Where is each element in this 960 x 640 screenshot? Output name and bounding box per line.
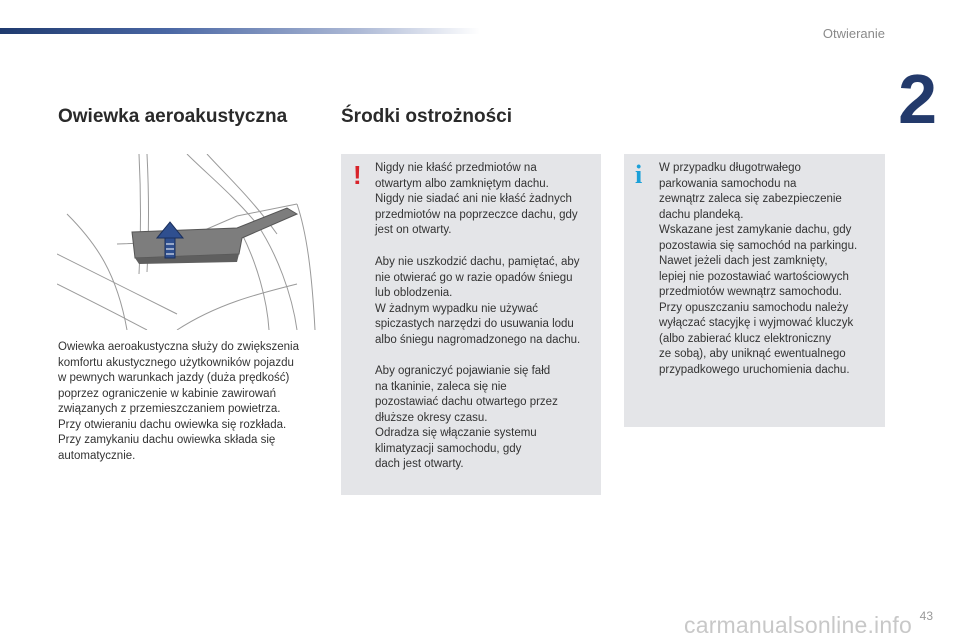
header-gradient-bar	[0, 28, 480, 34]
chapter-number: 2	[898, 60, 937, 138]
text-line: Nawet jeżeli dach jest zamknięty,	[659, 255, 828, 267]
page-number: 43	[919, 609, 933, 623]
warning-paragraph-3	[375, 364, 597, 473]
info-icon: i	[635, 160, 643, 189]
text-line: automatycznie.	[58, 449, 136, 462]
text-line: nie otwierać go w razie opadów śniegu	[375, 271, 573, 284]
info-paragraph	[659, 161, 881, 378]
text-line: W przypadku długotrwałego	[659, 162, 801, 174]
warning-paragraph-1	[375, 161, 597, 239]
title-wind-deflector: Owiewka aeroakustyczna	[58, 106, 288, 127]
text-line: dach jest otwarty.	[375, 458, 464, 470]
text-line: lub oblodzenia.	[375, 287, 453, 299]
text-line: przypadkowego uruchomienia dachu.	[659, 363, 850, 376]
text-line: Przy opuszczaniu samochodu należy	[659, 301, 849, 314]
text-line: (albo zabierać klucz elektroniczny	[659, 332, 831, 345]
warning-box	[341, 154, 601, 495]
text-line: albo śniegu nagromadzonego na dachu.	[375, 333, 581, 346]
info-box	[624, 154, 885, 427]
text-line: Przy otwieraniu dachu owiewka się rozkłada.	[58, 418, 287, 431]
warning-icon: !	[353, 160, 362, 190]
text-line: Wskazane jest zamykanie dachu, gdy	[659, 224, 852, 236]
roof-deflector-illustration	[57, 154, 319, 330]
text-line: ze sobą), aby uniknąć ewentualnego	[659, 348, 846, 360]
text-line: Przy zamykaniu dachu owiewka składa się	[58, 434, 276, 446]
text-line: W żadnym wypadku nie używać	[375, 302, 538, 315]
title-precautions: Środki ostrożności	[341, 106, 513, 127]
text-line: poprzez ograniczenie w kabinie zawirowań	[58, 387, 276, 400]
text-line: klimatyzacji samochodu, gdy	[375, 442, 522, 455]
text-line: komfortu akustycznego użytkowników pojazdu	[58, 356, 294, 369]
watermark: carmanualsonline.info	[684, 612, 912, 638]
text-line: dłuższe okresy czasu.	[375, 411, 488, 424]
text-line: pozostawia się samochód na parkingu.	[659, 239, 858, 252]
section-label: Otwieranie	[822, 26, 885, 41]
text-line: wyłączać stacyjkę i wyjmować kluczyk	[659, 317, 854, 329]
text-line: Odradza się włączanie systemu	[375, 427, 537, 439]
text-line: jest on otwarty.	[375, 224, 452, 236]
text-line: Nigdy nie kłaść przedmiotów na	[375, 162, 537, 174]
text-line: w pewnych warunkach jazdy (duża prędkość)	[58, 372, 290, 384]
deflector-description	[58, 340, 326, 464]
text-line: związanych z przemieszczaniem powietrza.	[58, 403, 281, 415]
text-line: otwartym albo zamkniętym dachu.	[375, 177, 549, 190]
text-line: parkowania samochodu na	[659, 177, 797, 190]
text-line: Nigdy nie siadać ani nie kłaść żadnych	[375, 193, 572, 205]
text-line: przedmiotów wewnątrz samochodu.	[659, 286, 842, 298]
text-line: spiczastych narzędzi do usuwania lodu	[375, 318, 574, 330]
text-line: pozostawiać dachu otwartego przez	[375, 396, 558, 408]
text-line: na tkaninie, zaleca się nie	[375, 380, 507, 393]
text-line: dachu plandeką.	[659, 208, 744, 221]
text-line: Aby ograniczyć pojawianie się fałd	[375, 365, 551, 377]
warning-paragraph-2	[375, 255, 597, 348]
text-line: Owiewka aeroakustyczna służy do zwiększenia	[58, 341, 299, 353]
text-line: Aby nie uszkodzić dachu, pamiętać, aby	[375, 256, 580, 268]
text-line: przedmiotów na poprzeczce dachu, gdy	[375, 208, 578, 221]
text-line: zewnątrz zaleca się zabezpieczenie	[659, 193, 842, 205]
text-line: lepiej nie pozostawiać wartościowych	[659, 270, 849, 283]
